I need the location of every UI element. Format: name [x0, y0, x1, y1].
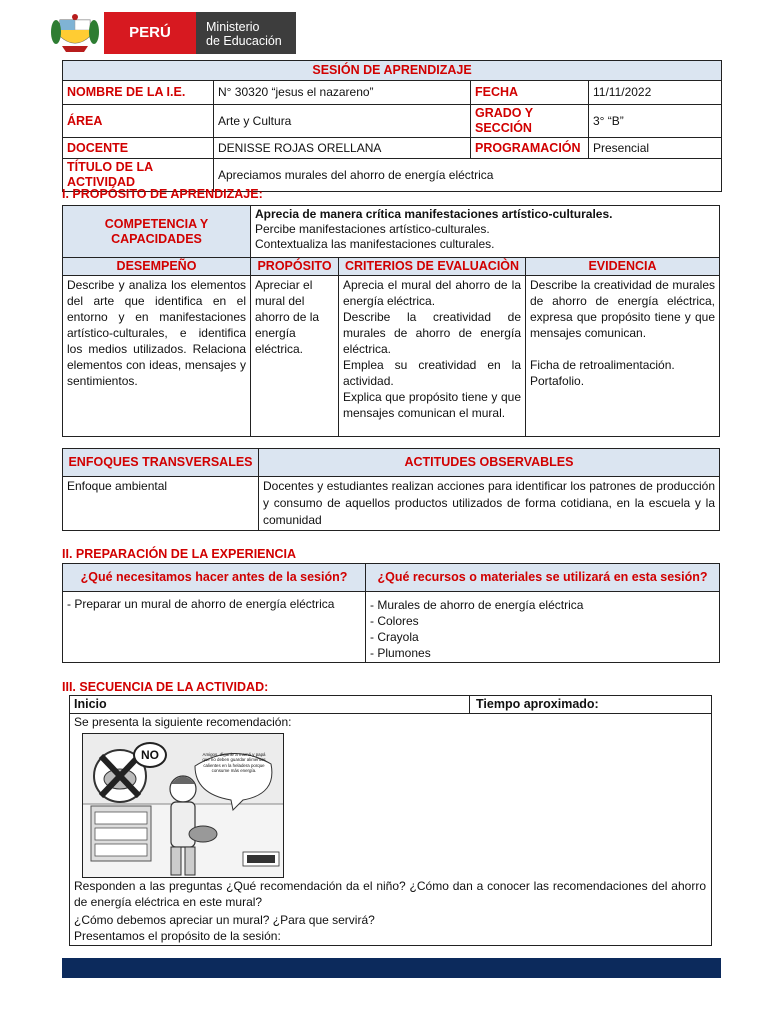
sequence-header-divider [69, 713, 712, 714]
section-sequence-title: III. SECUENCIA DE LA ACTIVIDAD: [62, 680, 269, 694]
label-ie-name: NOMBRE DE LA I.E. [63, 81, 214, 105]
evidencia-2: Ficha de retroalimentación. [530, 358, 675, 372]
col-actitudes: ACTITUDES OBSERVABLES [259, 449, 720, 477]
value-ie-name: N° 30320 “jesus el nazareno” [214, 81, 471, 105]
enfoques-table [62, 448, 720, 531]
recurso-item: - Colores [370, 614, 419, 628]
competencia-label: COMPETENCIA Y CAPACIDADES [63, 206, 251, 258]
col-desempeno: DESEMPEÑO [63, 258, 251, 276]
value-area: Arte y Cultura [214, 105, 471, 138]
label-activity-title: TÍTULO DE LA ACTIVIDAD [63, 159, 214, 192]
col-antes: ¿Qué necesitamos hacer antes de la sesión? [63, 564, 366, 592]
value-programming: Presencial [589, 138, 722, 159]
section-purpose-title: I. PROPÓSITO DE APRENDIZAJE: [62, 187, 263, 201]
minedu-logo [50, 12, 296, 54]
value-activity-title: Apreciamos murales del ahorro de energía eléctrica [214, 159, 722, 192]
criterio-1: Aprecia el mural del ahorro de la energía eléctrica. [343, 278, 521, 308]
value-grade: 3° “B” [589, 105, 722, 138]
value-date: 11/11/2022 [589, 81, 722, 105]
question-3: Presentamos el propósito de la sesión: [74, 929, 281, 943]
value-teacher: DENISSE ROJAS ORELLANA [214, 138, 471, 159]
criterio-2: Describe la creatividad de murales de ahorro de energía eléctrica. [343, 310, 521, 356]
col-recursos: ¿Qué recursos o materiales se utilizará en esta sesión? [366, 564, 720, 592]
antes-item: - Preparar un mural de ahorro de energía eléctrica [63, 592, 366, 663]
session-info-table [62, 60, 722, 192]
evidencia-3: Portafolio. [530, 374, 585, 388]
col-enfoques: ENFOQUES TRANSVERSALES [63, 449, 259, 477]
no-bubble-label: NO [133, 742, 167, 768]
enfoque-value: Enfoque ambiental [63, 477, 259, 531]
label-teacher: DOCENTE [63, 138, 214, 159]
actitud-value: Docentes y estudiantes realizan acciones para identificar los patrones de producción y consumo de aquellos productos utilizados de forma cotidiana, en la escuela y la comunidad [259, 477, 720, 531]
ministry-box [196, 12, 296, 54]
preparation-table [62, 563, 720, 663]
label-date: FECHA [471, 81, 589, 105]
label-area: ÁREA [63, 105, 214, 138]
label-grade: GRADO Y SECCIÓN [471, 105, 589, 138]
competencia-title: Aprecia de manera crítica manifestaciones artístico-culturales. [255, 207, 613, 221]
session-title: SESIÓN DE APRENDIZAJE [63, 61, 722, 81]
ministry-line-2: de Educación [206, 34, 282, 48]
label-programming: PROGRAMACIÓN [471, 138, 589, 159]
criterio-3: Emplea su creatividad en la actividad. [343, 358, 521, 388]
capacidad-2: Contextualiza las manifestaciones culturales. [255, 237, 495, 251]
desempeno-text: Describe y analiza los elementos del arte que identifica en el entorno y en manifestaciones artístico-culturales, e identifica los medios utilizados. Relaciona elementos con ideas, mensajes y sentimientos. [63, 276, 251, 437]
capacidad-1: Percibe manifestaciones artístico-culturales. [255, 222, 490, 236]
tiempo-label: Tiempo aproximado: [476, 697, 599, 711]
evidencia-1: Describe la creatividad de murales de ahorro de energía eléctrica, expresa que propósito tiene y que mensajes comunican. [530, 278, 716, 340]
speech-bubble-text: Amigos, díganle a mamá y papá que no deben guardar alimentos calientes en la heladera porque consume más energía. [202, 752, 266, 774]
recurso-item: - Murales de ahorro de energía eléctrica [370, 598, 584, 612]
peru-brand-box: PERÚ [104, 12, 196, 54]
col-criterios: CRITERIOS DE EVALUACIÒN [339, 258, 526, 276]
peru-coat-of-arms-icon [50, 12, 100, 54]
inicio-label: Inicio [74, 697, 107, 711]
purpose-table [62, 205, 720, 437]
intro-text: Se presenta la siguiente recomendación: [74, 715, 292, 729]
ministry-line-1: Ministerio [206, 20, 260, 34]
question-2: ¿Cómo debemos apreciar un mural? ¿Para que servirá? [74, 913, 375, 927]
question-1: Responden a las preguntas ¿Qué recomendación da el niño? ¿Cómo dan a conocer las recomendaciones del ahorro de energía eléctrica en este mural? [74, 879, 706, 909]
recurso-item: - Plumones [370, 646, 431, 660]
energy-saving-mural [82, 733, 284, 878]
footer-bar [62, 958, 721, 978]
section-preparation-title: II. PREPARACIÓN DE LA EXPERIENCIA [62, 547, 297, 561]
criterio-4: Explica que propósito tiene y que mensajes comunican el mural. [343, 390, 521, 420]
col-proposito: PROPÓSITO [251, 258, 339, 276]
proposito-text: Apreciar el mural del ahorro de la energía eléctrica. [251, 276, 339, 437]
col-evidencia: EVIDENCIA [526, 258, 720, 276]
sequence-col-divider [469, 695, 470, 714]
recurso-item: - Crayola [370, 630, 419, 644]
